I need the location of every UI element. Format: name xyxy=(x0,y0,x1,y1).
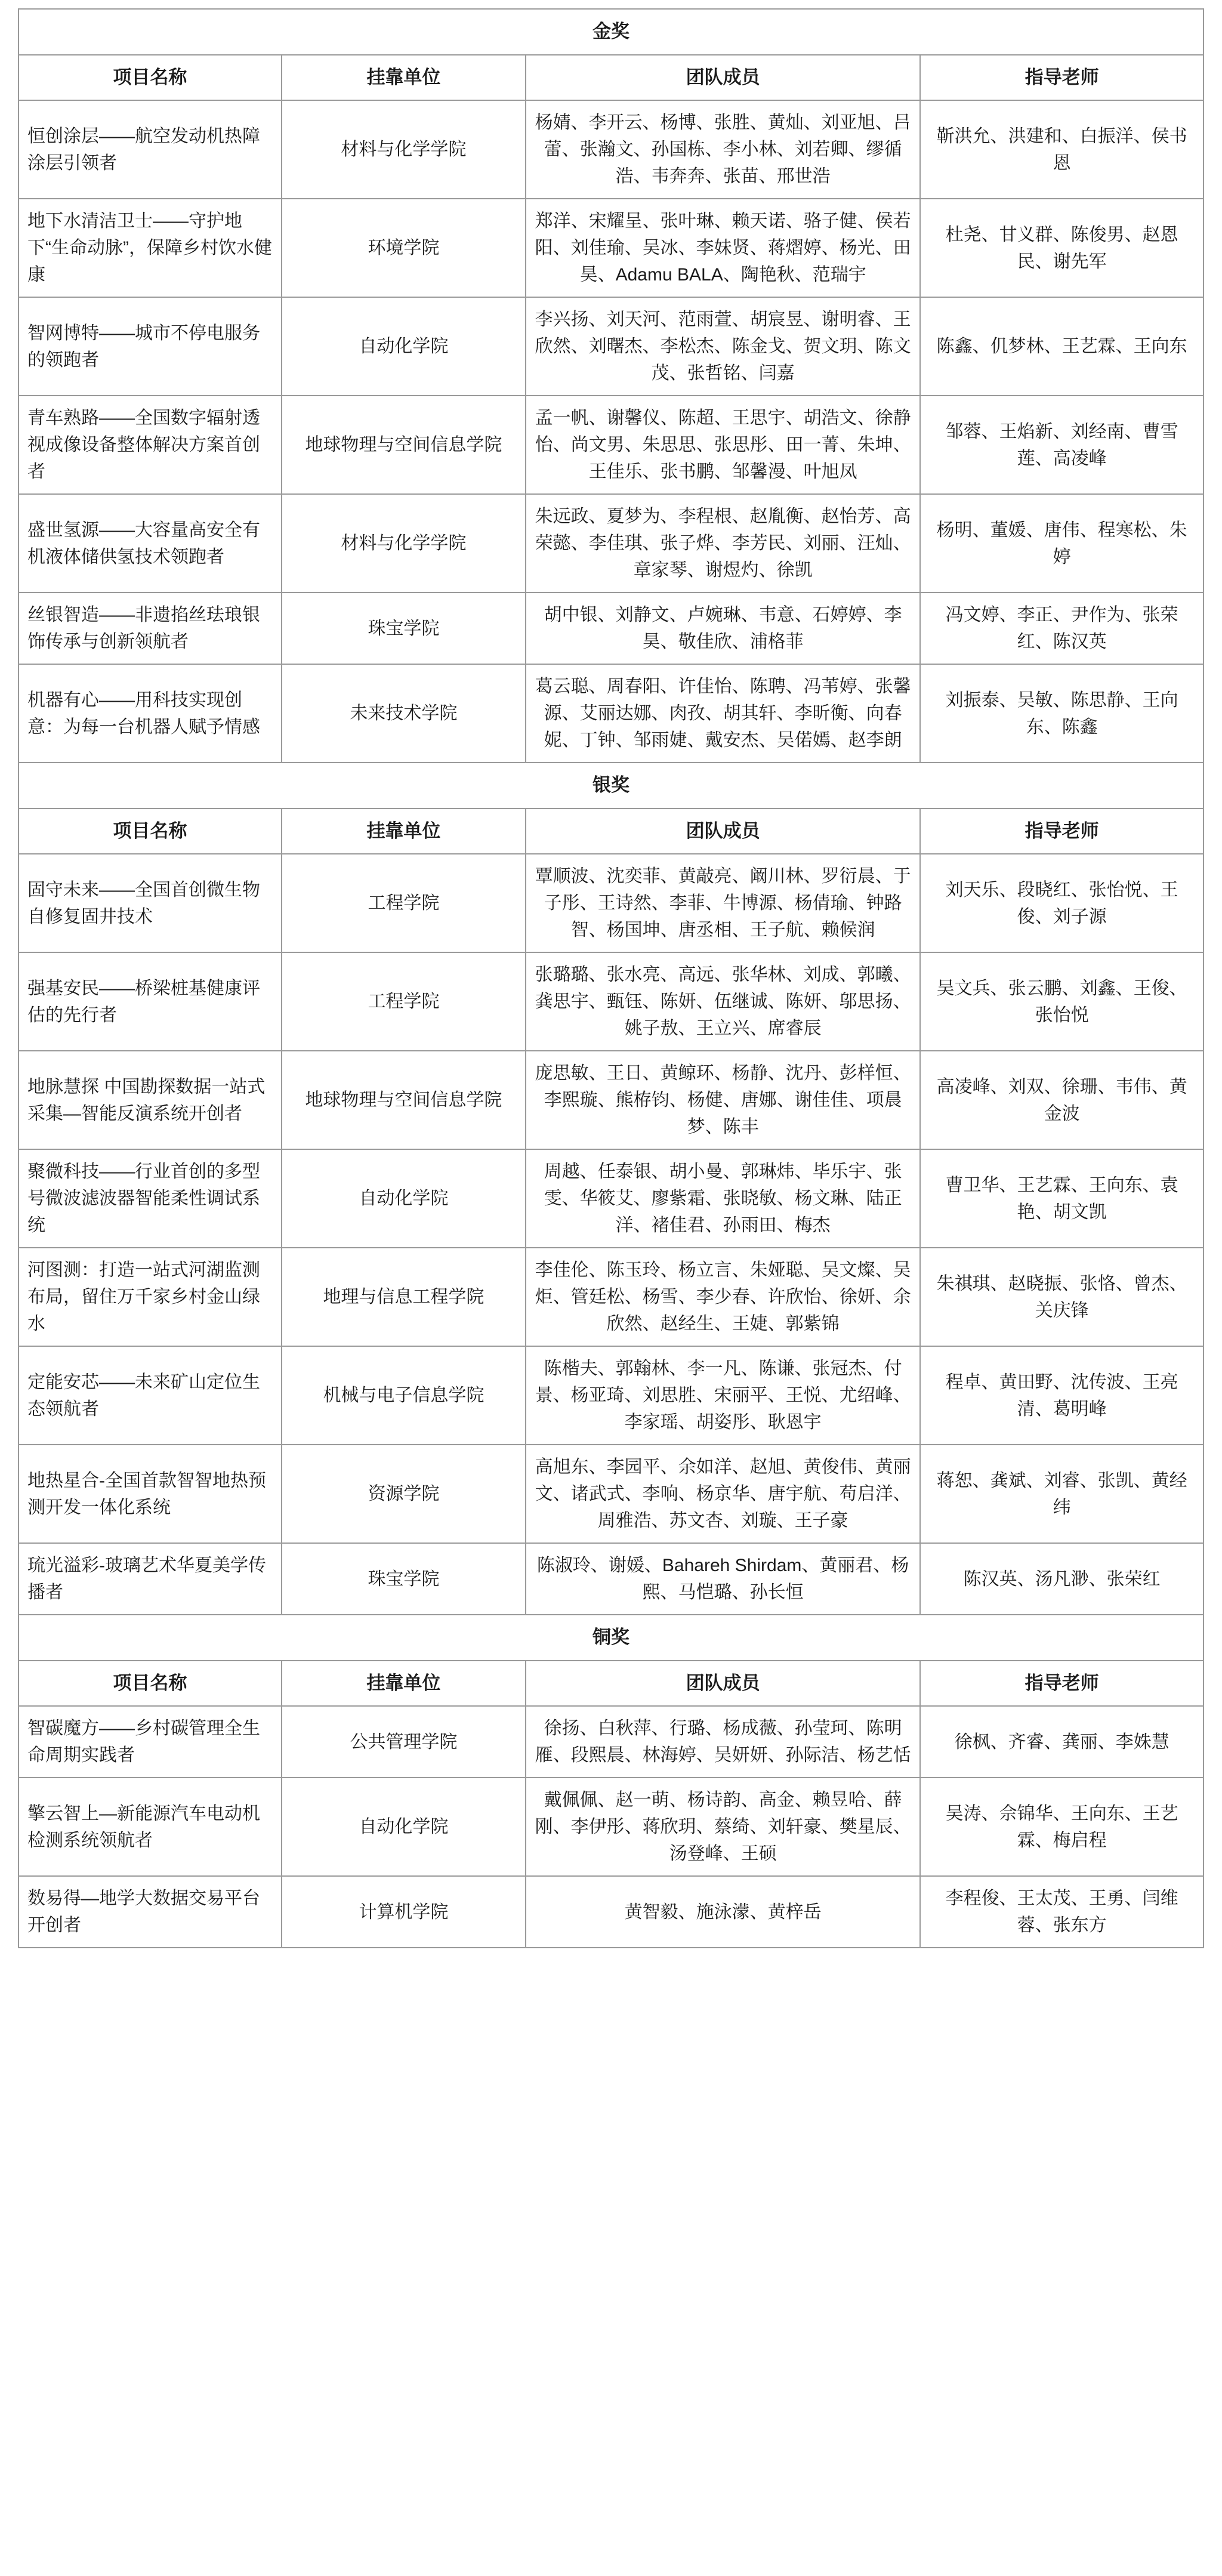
table-row xyxy=(18,199,1204,297)
project-name-cell: 强基安民——桥梁桩基健康评估的先行者 xyxy=(18,952,282,1051)
affiliated-unit-cell: 地理与信息工程学院 xyxy=(282,1248,526,1346)
column-header: 挂靠单位 xyxy=(282,55,526,101)
table-row xyxy=(18,952,1204,1051)
affiliated-unit-cell: 珠宝学院 xyxy=(282,1543,526,1615)
project-name-cell: 擎云智上—新能源汽车电动机检测系统领航者 xyxy=(18,1778,282,1876)
column-header: 团队成员 xyxy=(526,55,920,101)
team-members-cell: 黄智毅、施泳濛、黄梓岳 xyxy=(526,1876,920,1948)
advisors-cell: 曹卫华、王艺霖、王向东、袁艳、胡文凯 xyxy=(920,1149,1204,1248)
award-table-body xyxy=(18,9,1204,1948)
table-row xyxy=(18,1876,1204,1948)
table-row xyxy=(18,664,1204,763)
affiliated-unit-cell: 材料与化学学院 xyxy=(282,100,526,199)
project-name-cell: 聚微科技——行业首创的多型号微波滤波器智能柔性调试系统 xyxy=(18,1149,282,1248)
team-members-cell: 陈淑玲、谢媛、Bahareh Shirdam、黄丽君、杨熙、马恺璐、孙长恒 xyxy=(526,1543,920,1615)
table-row xyxy=(18,297,1204,396)
project-name-cell: 固守未来——全国首创微生物自修复固井技术 xyxy=(18,854,282,952)
table-row xyxy=(18,1149,1204,1248)
advisors-cell: 陈鑫、仉梦林、王艺霖、王向东 xyxy=(920,297,1204,396)
advisors-cell: 高凌峰、刘双、徐珊、韦伟、黄金波 xyxy=(920,1051,1204,1149)
advisors-cell: 程卓、黄田野、沈传波、王亮清、葛明峰 xyxy=(920,1346,1204,1445)
project-name-cell: 河图测：打造一站式河湖监测布局，留住万千家乡村金山绿水 xyxy=(18,1248,282,1346)
column-header: 挂靠单位 xyxy=(282,1661,526,1707)
table-row xyxy=(18,1543,1204,1615)
project-name-cell: 地热星合-全国首款智智地热预测开发一体化系统 xyxy=(18,1445,282,1543)
affiliated-unit-cell: 自动化学院 xyxy=(282,1149,526,1248)
column-header-row xyxy=(18,809,1204,854)
advisors-cell: 杨明、董媛、唐伟、程寒松、朱婷 xyxy=(920,494,1204,593)
column-header-row xyxy=(18,1661,1204,1707)
advisors-cell: 李程俊、王太茂、王勇、闫维蓉、张东方 xyxy=(920,1876,1204,1948)
project-name-cell: 青车熟路——全国数字辐射透视成像设备整体解决方案首创者 xyxy=(18,396,282,494)
team-members-cell: 朱远政、夏梦为、李程根、赵胤衡、赵怡芳、高荣懿、李佳琪、张子烨、李芳民、刘丽、汪灿、章家琴、谢煜灼、徐凯 xyxy=(526,494,920,593)
project-name-cell: 定能安芯——未来矿山定位生态领航者 xyxy=(18,1346,282,1445)
affiliated-unit-cell: 公共管理学院 xyxy=(282,1706,526,1778)
column-header: 挂靠单位 xyxy=(282,809,526,854)
project-name-cell: 智碳魔方——乡村碳管理全生命周期实践者 xyxy=(18,1706,282,1778)
award-table xyxy=(18,8,1204,1948)
advisors-cell: 吴文兵、张云鹏、刘鑫、王俊、张怡悦 xyxy=(920,952,1204,1051)
advisors-cell: 陈汉英、汤凡渺、张荣红 xyxy=(920,1543,1204,1615)
award-band-row xyxy=(18,1615,1204,1661)
project-name-cell: 地脉慧探 中国勘探数据一站式采集—智能反演系统开创者 xyxy=(18,1051,282,1149)
award-band-row xyxy=(18,763,1204,809)
team-members-cell: 胡中银、刘静文、卢婉琳、韦意、石婷婷、李昊、敬佳欣、浦格菲 xyxy=(526,593,920,664)
affiliated-unit-cell: 地球物理与空间信息学院 xyxy=(282,1051,526,1149)
team-members-cell: 李兴扬、刘天河、范雨萱、胡宸昱、谢明睿、王欣然、刘曙杰、李松杰、陈金戈、贺文玥、陈文茂、张哲铭、闫嘉 xyxy=(526,297,920,396)
team-members-cell: 覃顺波、沈奕菲、黄敲亮、阚川林、罗衍晨、于子彤、王诗然、李菲、牛博源、杨倩瑜、钟路智、杨国坤、唐丞相、王子航、赖候润 xyxy=(526,854,920,952)
affiliated-unit-cell: 资源学院 xyxy=(282,1445,526,1543)
project-name-cell: 地下水清洁卫士——守护地下“生命动脉”，保障乡村饮水健康 xyxy=(18,199,282,297)
team-members-cell: 杨婧、李开云、杨博、张胜、黄灿、刘亚旭、吕蕾、张瀚文、孙国栋、李小林、刘若卿、缪循浩、韦奔奔、张苗、邢世浩 xyxy=(526,100,920,199)
table-row xyxy=(18,1706,1204,1778)
table-row xyxy=(18,1445,1204,1543)
column-header-row xyxy=(18,55,1204,101)
column-header: 项目名称 xyxy=(18,1661,282,1707)
advisors-cell: 朱祺琪、赵晓振、张恪、曾杰、关庆锋 xyxy=(920,1248,1204,1346)
award-band-label: 银奖 xyxy=(18,763,1204,809)
table-row xyxy=(18,1346,1204,1445)
project-name-cell: 智网博特——城市不停电服务的领跑者 xyxy=(18,297,282,396)
team-members-cell: 孟一帆、谢馨仪、陈超、王思宇、胡浩文、徐静怡、尚文男、朱思思、张思彤、田一菁、朱坤、王佳乐、张书鹏、邹馨漫、叶旭凤 xyxy=(526,396,920,494)
advisors-cell: 吴涛、佘锦华、王向东、王艺霖、梅启程 xyxy=(920,1778,1204,1876)
affiliated-unit-cell: 自动化学院 xyxy=(282,297,526,396)
affiliated-unit-cell: 未来技术学院 xyxy=(282,664,526,763)
advisors-cell: 冯文婷、李正、尹作为、张荣红、陈汉英 xyxy=(920,593,1204,664)
affiliated-unit-cell: 机械与电子信息学院 xyxy=(282,1346,526,1445)
advisors-cell: 刘天乐、段晓红、张怡悦、王俊、刘子源 xyxy=(920,854,1204,952)
affiliated-unit-cell: 计算机学院 xyxy=(282,1876,526,1948)
project-name-cell: 数易得—地学大数据交易平台开创者 xyxy=(18,1876,282,1948)
table-row xyxy=(18,494,1204,593)
affiliated-unit-cell: 珠宝学院 xyxy=(282,593,526,664)
table-row xyxy=(18,100,1204,199)
project-name-cell: 琉光溢彩-玻璃艺术华夏美学传播者 xyxy=(18,1543,282,1615)
advisors-cell: 徐枫、齐睿、龚丽、李姝慧 xyxy=(920,1706,1204,1778)
table-row xyxy=(18,1248,1204,1346)
affiliated-unit-cell: 材料与化学学院 xyxy=(282,494,526,593)
table-row xyxy=(18,854,1204,952)
team-members-cell: 戴佩佩、赵一萌、杨诗韵、高金、赖昱哈、薛刚、李伊彤、蒋欣玥、蔡绮、刘轩豪、樊星辰、汤登峰、王硕 xyxy=(526,1778,920,1876)
column-header: 项目名称 xyxy=(18,809,282,854)
team-members-cell: 葛云聪、周春阳、许佳怡、陈聘、冯苇婷、张馨源、艾丽达娜、肉孜、胡其轩、李昕衡、向春妮、丁钟、邹雨婕、戴安杰、吴偌嫣、赵李朗 xyxy=(526,664,920,763)
team-members-cell: 郑洋、宋耀呈、张叶琳、赖天诺、骆子健、侯若阳、刘佳瑜、吴冰、李妹贤、蒋熠婷、杨光、田昊、Adamu BALA、陶艳秋、范瑞宇 xyxy=(526,199,920,297)
team-members-cell: 高旭东、李园平、余如洋、赵旭、黄俊伟、黄丽文、诸武式、李响、杨京华、唐宇航、苟启洋、周雅浩、苏文杏、刘璇、王子豪 xyxy=(526,1445,920,1543)
advisors-cell: 刘振泰、吴敏、陈思静、王向东、陈鑫 xyxy=(920,664,1204,763)
advisors-cell: 邹蓉、王焰新、刘经南、曹雪莲、高凌峰 xyxy=(920,396,1204,494)
column-header: 团队成员 xyxy=(526,1661,920,1707)
team-members-cell: 周越、任泰银、胡小曼、郭琳炜、毕乐宇、张雯、华筱艾、廖紫霜、张晓敏、杨文琳、陆正洋、褚佳君、孙雨田、梅杰 xyxy=(526,1149,920,1248)
team-members-cell: 李佳伦、陈玉玲、杨立言、朱娅聪、吴文燦、吴炬、管廷松、杨雪、李少春、许欣怡、徐妍、余欣然、赵经生、王婕、郭紫锦 xyxy=(526,1248,920,1346)
team-members-cell: 张璐璐、张水亮、高远、张华林、刘成、郭曦、龚思宇、甄钰、陈妍、伍继诚、陈妍、邬思扬、姚子敖、王立兴、席睿辰 xyxy=(526,952,920,1051)
affiliated-unit-cell: 地球物理与空间信息学院 xyxy=(282,396,526,494)
column-header: 项目名称 xyxy=(18,55,282,101)
advisors-cell: 杜尧、甘义群、陈俊男、赵恩民、谢先军 xyxy=(920,199,1204,297)
team-members-cell: 庞思敏、王日、黄鲸环、杨静、沈丹、彭样恒、李熙璇、熊栫钧、杨健、唐娜、谢佳佳、项晨梦、陈丰 xyxy=(526,1051,920,1149)
award-band-label: 金奖 xyxy=(18,9,1204,55)
affiliated-unit-cell: 工程学院 xyxy=(282,854,526,952)
team-members-cell: 陈楷夫、郭翰林、李一凡、陈谦、张冠杰、付景、杨亚琦、刘思胜、宋丽平、王悦、尤绍峰、李家瑶、胡姿彤、耿恩宇 xyxy=(526,1346,920,1445)
advisors-cell: 蒋恕、龚斌、刘睿、张凯、黄经纬 xyxy=(920,1445,1204,1543)
column-header: 团队成员 xyxy=(526,809,920,854)
affiliated-unit-cell: 自动化学院 xyxy=(282,1778,526,1876)
column-header: 指导老师 xyxy=(920,55,1204,101)
table-row xyxy=(18,396,1204,494)
affiliated-unit-cell: 工程学院 xyxy=(282,952,526,1051)
table-row xyxy=(18,1778,1204,1876)
project-name-cell: 恒创涂层——航空发动机热障涂层引领者 xyxy=(18,100,282,199)
award-band-label: 铜奖 xyxy=(18,1615,1204,1661)
advisors-cell: 靳洪允、洪建和、白振洋、侯书恩 xyxy=(920,100,1204,199)
table-row xyxy=(18,593,1204,664)
project-name-cell: 机器有心——用科技实现创意：为每一台机器人赋予情感 xyxy=(18,664,282,763)
column-header: 指导老师 xyxy=(920,809,1204,854)
table-row xyxy=(18,1051,1204,1149)
column-header: 指导老师 xyxy=(920,1661,1204,1707)
project-name-cell: 盛世氢源——大容量高安全有机液体储供氢技术领跑者 xyxy=(18,494,282,593)
team-members-cell: 徐扬、白秋萍、行璐、杨成薇、孙莹珂、陈明雁、段熙晨、林海婷、吴妍妍、孙际洁、杨艺恬 xyxy=(526,1706,920,1778)
project-name-cell: 丝银智造——非遗掐丝珐琅银饰传承与创新领航者 xyxy=(18,593,282,664)
award-band-row xyxy=(18,9,1204,55)
affiliated-unit-cell: 环境学院 xyxy=(282,199,526,297)
